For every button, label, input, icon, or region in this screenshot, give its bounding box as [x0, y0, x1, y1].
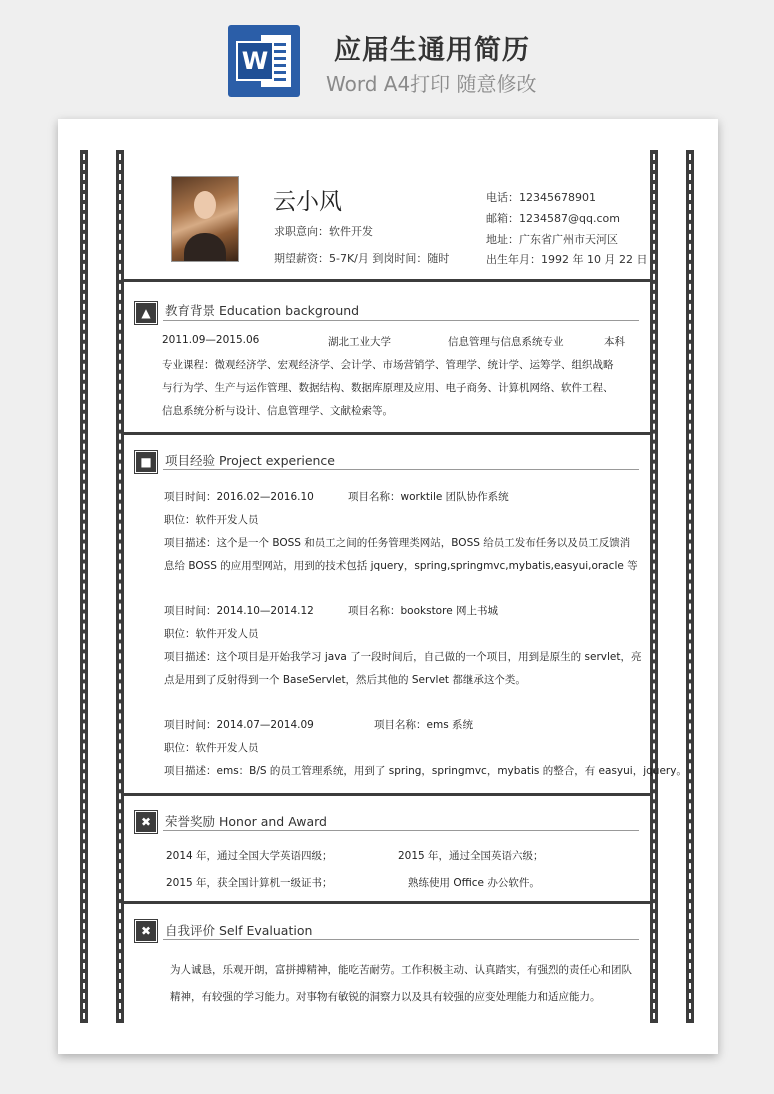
project-description: 项目描述：ems：B/S 的员工管理系统，用到了 spring，springmvc，mybatis 的整合，有 easyui，jquery。: [164, 765, 687, 777]
education-courses-line: 信息系统分析与设计、信息管理学、文献检索等。: [162, 405, 393, 417]
project-time: 项目时间：2014.10—2014.12: [164, 605, 314, 617]
education-period: 2011.09—2015.06: [162, 334, 260, 346]
project-description: 项目描述：这个是一个 BOSS 和员工之间的任务管理类网站，BOSS 给员工发布任务以及员工反馈消: [164, 537, 631, 549]
section-divider: [124, 279, 650, 282]
section-divider: [124, 793, 650, 796]
section-divider: [124, 432, 650, 435]
section-underline: [163, 469, 639, 470]
projects-title: 项目经验 Project experience: [165, 453, 335, 468]
project-description: 项目描述：这个项目是开始我学习 java 了一段时间后，自己做的一个项目，用到是原生的 servlet，亮: [164, 651, 642, 663]
candidate-name: 云小风: [273, 189, 342, 215]
address: 地址：广东省广州市天河区: [486, 233, 618, 246]
project-description: 点是用到了反射得到一个 BaseServlet，然后其他的 Servlet 都继承这个类。: [164, 674, 526, 686]
education-courses-line: 专业课程：微观经济学、宏观经济学、会计学、市场营销学、管理学、统计学、运筹学、组织战略: [162, 359, 614, 371]
education-degree: 本科: [604, 336, 625, 348]
education-school: 湖北工业大学: [328, 336, 391, 348]
right-outer-rail: [686, 150, 694, 1023]
avatar: [171, 176, 239, 262]
honor-item: 2014 年，通过全国大学英语四级；: [166, 850, 333, 862]
education-title: 教育背景 Education background: [165, 303, 360, 318]
honors-title: 荣誉奖励 Honor and Award: [165, 814, 327, 829]
project-name: 项目名称：bookstore 网上书城: [348, 605, 498, 617]
section-divider: [124, 901, 650, 904]
honor-item: 2015 年，获全国计算机一级证书；: [166, 877, 333, 889]
self-evaluation-line: 为人诚恳，乐观开朗，富拼搏精神，能吃苦耐劳。工作积极主动、认真踏实，有强烈的责任心和团队: [170, 964, 632, 976]
self-evaluation-title: 自我评价 Self Evaluation: [165, 923, 313, 938]
tools-icon: ✖: [136, 812, 156, 832]
honor-item: 熟练使用 Office 办公软件。: [408, 877, 540, 889]
self-evaluation-line: 精神，有较强的学习能力。对事物有敏锐的洞察力以及具有较强的应变处理能力和适应能力。: [170, 991, 601, 1003]
honor-item: 2015 年，通过全国英语六级；: [398, 850, 544, 862]
birth-date: 出生年月：1992 年 10 月 22 日: [486, 253, 648, 266]
project-name: 项目名称：worktile 团队协作系统: [348, 491, 509, 503]
graduation-cap-icon: ▲: [136, 303, 156, 323]
project-role: 职位：软件开发人员: [164, 742, 259, 754]
right-inner-rail: [650, 150, 658, 1023]
word-logo-letter: W: [236, 41, 274, 81]
resume-page: [58, 119, 718, 1054]
project-role: 职位：软件开发人员: [164, 514, 259, 526]
tools-icon: ✖: [136, 921, 156, 941]
project-time: 项目时间：2014.07—2014.09: [164, 719, 314, 731]
section-underline: [163, 830, 639, 831]
email: 邮箱：1234587@qq.com: [486, 212, 620, 225]
banner-title: 应届生通用简历: [334, 35, 530, 66]
banner-subtitle: Word A4打印 随意修改: [326, 72, 537, 96]
section-underline: [163, 939, 639, 940]
project-name: 项目名称：ems 系统: [374, 719, 473, 731]
phone: 电话：12345678901: [486, 191, 596, 204]
word-logo-icon: [228, 25, 300, 97]
salary-and-start: 期望薪资：5-7K/月 到岗时间：随时: [274, 252, 450, 265]
section-underline: [163, 320, 639, 321]
education-courses-line: 与行为学、生产与运作管理、数据结构、数据库原理及应用、电子商务、计算机网络、软件工程、: [162, 382, 614, 394]
folder-icon: ■: [136, 452, 156, 472]
education-major: 信息管理与信息系统专业: [448, 336, 564, 348]
project-role: 职位：软件开发人员: [164, 628, 259, 640]
job-intention: 求职意向：软件开发: [274, 225, 373, 238]
left-inner-rail: [116, 150, 124, 1023]
project-time: 项目时间：2016.02—2016.10: [164, 491, 314, 503]
left-outer-rail: [80, 150, 88, 1023]
project-description: 息给 BOSS 的应用型网站，用到的技术包括 jquery，spring,springmvc,mybatis,easyui,oracle 等: [164, 560, 638, 572]
